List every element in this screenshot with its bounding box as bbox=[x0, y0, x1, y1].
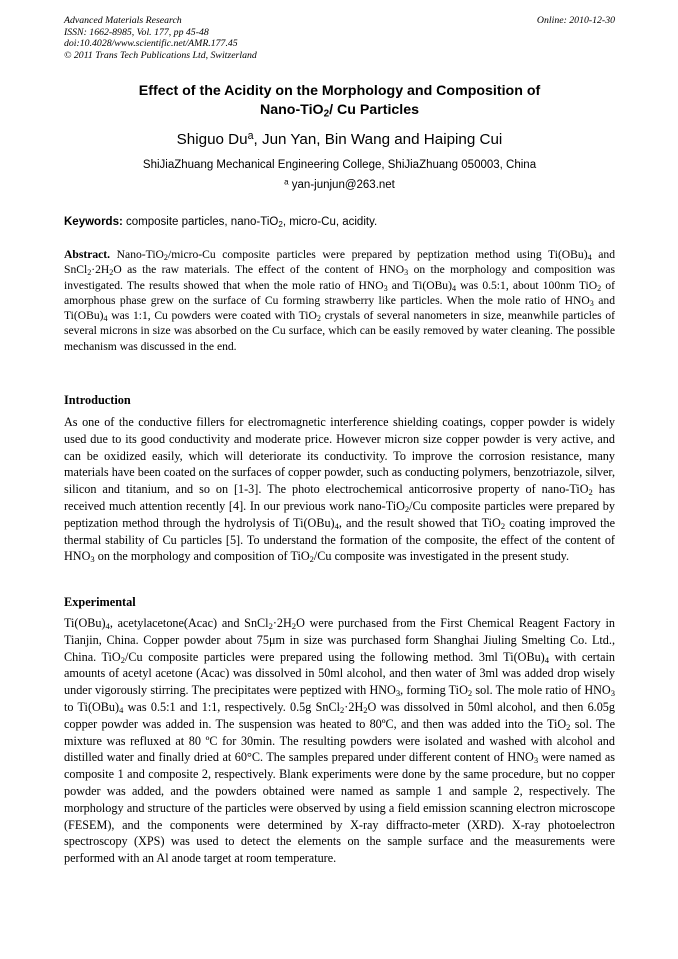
author-list: Shiguo Du$^a$, Jun Yan, Bin Wang and Haiping Cui bbox=[176, 130, 503, 148]
experimental-paragraph: $Ti(OBu)_4$, acetylacetone(Acac) and $SnCl_2\cdot 2H_2O$ were purchased from the First Chemical Reagent Factory in Tianjin, China. Copper powder about 75μm in size was purchased form Shanghai Jiuling Smelting Co. Ltd., China. TiO$_2$/Cu composite particles were prepared using the following method. 3ml $Ti(OBu)_4$ with certain amounts of acetyl acetone (Acac) was dissolved in 50ml alcohol, and then water of 3ml was added drop wisely under vigorously stirring. The precipitates were peptized with $HNO_3$, forming TiO$_2$ sol. The mole ratio of $HNO_3$ to $Ti(OBu)_4$ was 0.5:1 and 1:1, respectively. 0.5g $SnCl_2\cdot 2H_2O$ was dissolved in 50ml alcohol, and then 6.05g copper powder was added in. The suspension was heated to 80ºC, and then was added into the TiO$_2$ sol. The mixture was refluxed at 80 ºC for 30min. The resulting powders were isolated and washed with alcohol and distilled water and finally dried at 60°C. The samples prepared under different content of $HNO_3$ were named as composite 1 and composite 2, respectively. Blank experiments were done by the same procedure, but no copper powder was added, and the powders obtained were named as sample 1 and sample 2, respectively. The morphology and structure of the particles were observed by using a field emission scanning electron microscope (FESEM), and the components were determined by X-ray diffracto-meter (XRD). X-ray photoelectron spectroscopy (XPS) was used to detect the elements on the sample surface and the measurements were performed with an Al anode target at room temperature. bbox=[64, 616, 616, 866]
journal-header bbox=[64, 15, 615, 61]
keywords-label: Keywords: bbox=[64, 216, 123, 228]
copyright-line: © 2011 Trans Tech Publications Ltd, Switzerland bbox=[64, 49, 257, 61]
author-email: $^a$ yan-junjun@263.net bbox=[284, 177, 395, 191]
keywords: Keywords: composite particles, nano-TiO$_2$, micro-Cu, acidity. bbox=[64, 216, 378, 229]
paper-title bbox=[64, 82, 615, 120]
affiliation: ShiJiaZhuang Mechanical Engineering College, ShiJiaZhuang 050003, China bbox=[142, 159, 537, 171]
abstract-label: Abstract. bbox=[64, 248, 111, 261]
introduction-heading: Introduction bbox=[64, 393, 131, 407]
issn-line: ISSN: 1662-8985, Vol. 177, pp 45-48 bbox=[64, 26, 209, 38]
title-line-2: Nano-TiO$_2$/ Cu Particles bbox=[259, 102, 420, 120]
online-date: Online: 2010-12-30 bbox=[536, 15, 615, 26]
abstract: Abstract. Nano-TiO$_2$/micro-Cu composite particles were prepared by peptization method using $Ti(OBu)_4$ and $SnCl_2\cdot 2H_2O$ as the raw materials. The effect of the content of $HNO_3$ on the morphology and composition was investigated. The results showed that when the mole ratio of $HNO_3$ and $Ti(OBu)_4$ was 0.5:1, about 100nm TiO$_2$ of amorphous phase grew on the surface of Cu forming strawberry like particles. When the mole ratio of $HNO_3$ and $Ti(OBu)_4$ was 1:1, Cu powders were coated with TiO$_2$ crystals of several nanometers in size, meanwhile particles of several microns in size was absorbed on the Cu surface, which can be easily removed by water cleaning. The possible mechanism was discussed in the end. bbox=[64, 248, 616, 353]
introduction-paragraph: As one of the conductive fillers for electromagnetic interference shielding coatings, copper powder is widely used due to its good conductivity and moderate price. However micron size copper powder is very active, and can be oxidized easily, which will deteriorate its conductivity. To improve the corrosion resistance, many materials have been coated on the surfaces of copper powder, such as conducting polymers, benzotriazole, silver, silicon and titanium, and so on [1-3]. The photo electrochemical anticorrosive property of nano-TiO$_2$ has received much attention recently [4]. In our previous work nano-TiO$_2$/Cu composite particles were prepared by peptization method through the hydrolysis of $Ti(OBu)_4$, and the result showed that TiO$_2$ coating improved the thermal stability of Cu particles [5]. To understand the formation of the composite, the effect of the content of $HNO_3$ on the morphology and composition of TiO$_2$/Cu composite was investigated in the present study. bbox=[64, 415, 615, 565]
doi-line: doi:10.4028/www.scientific.net/AMR.177.45 bbox=[64, 38, 238, 50]
title-line-1: Effect of the Acidity on the Morphology and Composition of bbox=[138, 83, 541, 99]
journal-name: Advanced Materials Research bbox=[64, 15, 182, 26]
experimental-heading: Experimental bbox=[64, 595, 136, 609]
